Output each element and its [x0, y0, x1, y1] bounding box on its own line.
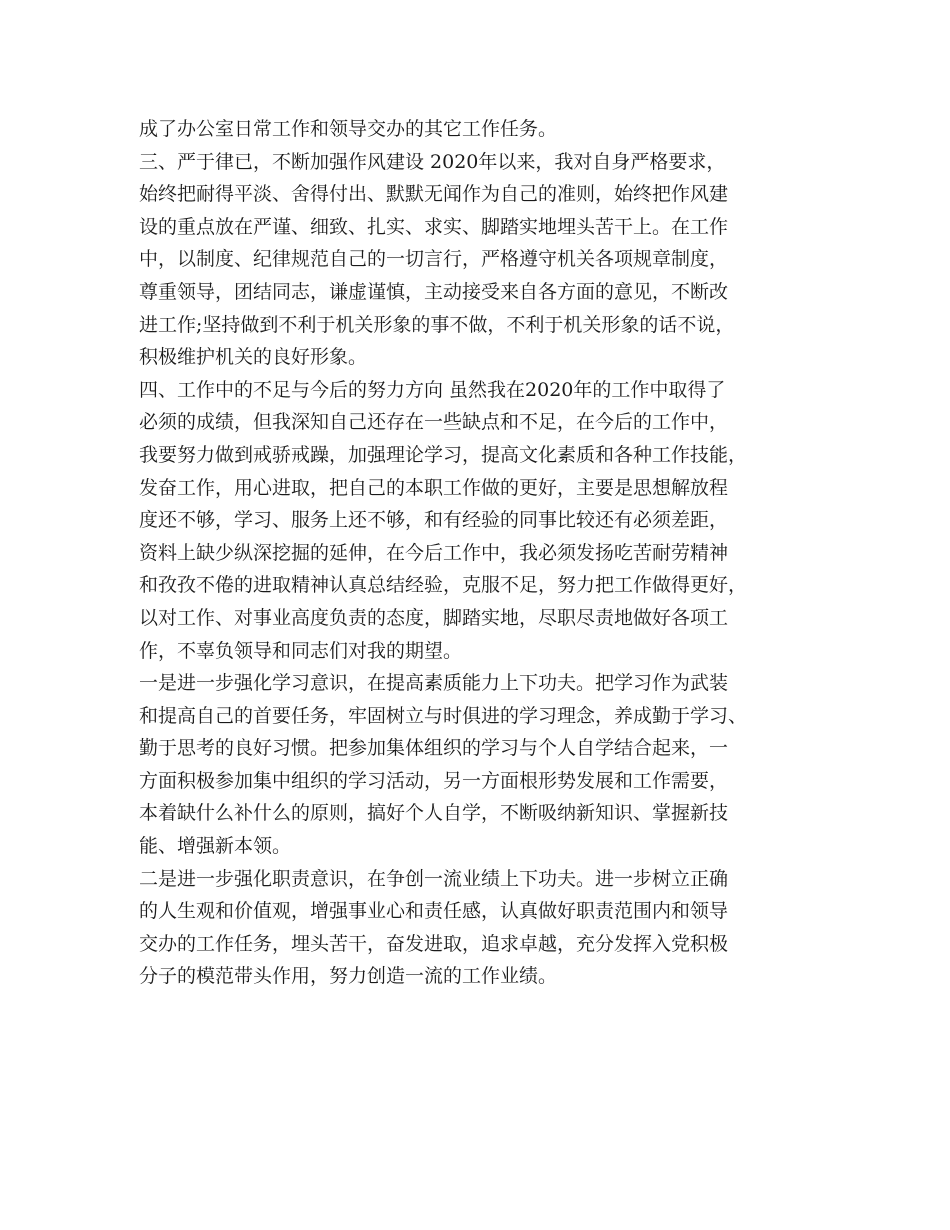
text-line: 和提高自己的首要任务，牢固树立与时俱进的学习理念，养成勤于学习、	[139, 704, 748, 727]
document-body	[139, 113, 829, 993]
text-line: 作，不辜负领导和同志们对我的期望。	[139, 639, 463, 662]
text-line: 的人生观和价值观，增强事业心和责任感，认真做好职责范围内和领导	[139, 900, 729, 923]
text-line: 资料上缺少纵深挖掘的延伸，在今后工作中，我必须发扬吃苦耐劳精神	[139, 541, 729, 564]
text-line: 中，以制度、纪律规范自己的一切言行，严格遵守机关各项规章制度，	[139, 248, 729, 271]
text-line: 能、增强新本领。	[139, 835, 292, 858]
text-line: 交办的工作任务，埋头苦干，奋发进取，追求卓越，充分发挥入党积极	[139, 932, 729, 955]
text-line: 方面积极参加集中组织的学习活动，另一方面根形势发展和工作需要，	[139, 769, 729, 792]
paragraph-start-line: 二是进一步强化职责意识，在争创一流业绩上下功夫。进一步树立正确	[139, 867, 729, 890]
text-line: 设的重点放在严谨、细致、扎实、求实、脚踏实地埋头苦干上。在工作	[139, 215, 729, 238]
text-line: 分子的模范带头作用，努力创造一流的工作业绩。	[139, 965, 558, 988]
text-line: 始终把耐得平淡、舍得付出、默默无闻作为自己的准则，始终把作风建	[139, 183, 729, 206]
text-line: 以对工作、对事业高度负责的态度，脚踏实地，尽职尽责地做好各项工	[139, 606, 729, 629]
text-line: 我要努力做到戒骄戒躁，加强理论学习，提高文化素质和各种工作技能，	[139, 443, 748, 466]
text-line: 尊重领导，团结同志，谦虚谨慎，主动接受来自各方面的意见，不断改	[139, 280, 729, 303]
text-line: 积极维护机关的良好形象。	[139, 346, 368, 369]
text-line: 发奋工作，用心进取，把自己的本职工作做的更好，主要是思想解放程	[139, 476, 729, 499]
text-line: 必须的成绩，但我深知自己还存在一些缺点和不足，在今后的工作中，	[139, 411, 729, 434]
text-line: 进工作;坚持做到不利于机关形象的事不做，不利于机关形象的话不说，	[139, 313, 735, 336]
section-heading-line: 四、工作中的不足与今后的努力方向 虽然我在2020年的工作中取得了	[139, 378, 726, 401]
text-line: 度还不够，学习、服务上还不够，和有经验的同事比较还有必须差距，	[139, 509, 729, 532]
text-line: 成了办公室日常工作和领导交办的其它工作任务。	[139, 118, 558, 140]
section-heading-line: 三、严于律已，不断加强作风建设 2020年以来，我对自身严格要求，	[139, 150, 726, 173]
paragraph-start-line: 一是进一步强化学习意识，在提高素质能力上下功夫。把学习作为武装	[139, 672, 729, 695]
text-line: 勤于思考的良好习惯。把参加集体组织的学习与个人自学结合起来，一	[139, 737, 729, 760]
text-line: 本着缺什么补什么的原则，搞好个人自学，不断吸纳新知识、掌握新技	[139, 802, 729, 825]
text-line: 和孜孜不倦的进取精神认真总结经验，克服不足，努力把工作做得更好，	[139, 574, 748, 597]
